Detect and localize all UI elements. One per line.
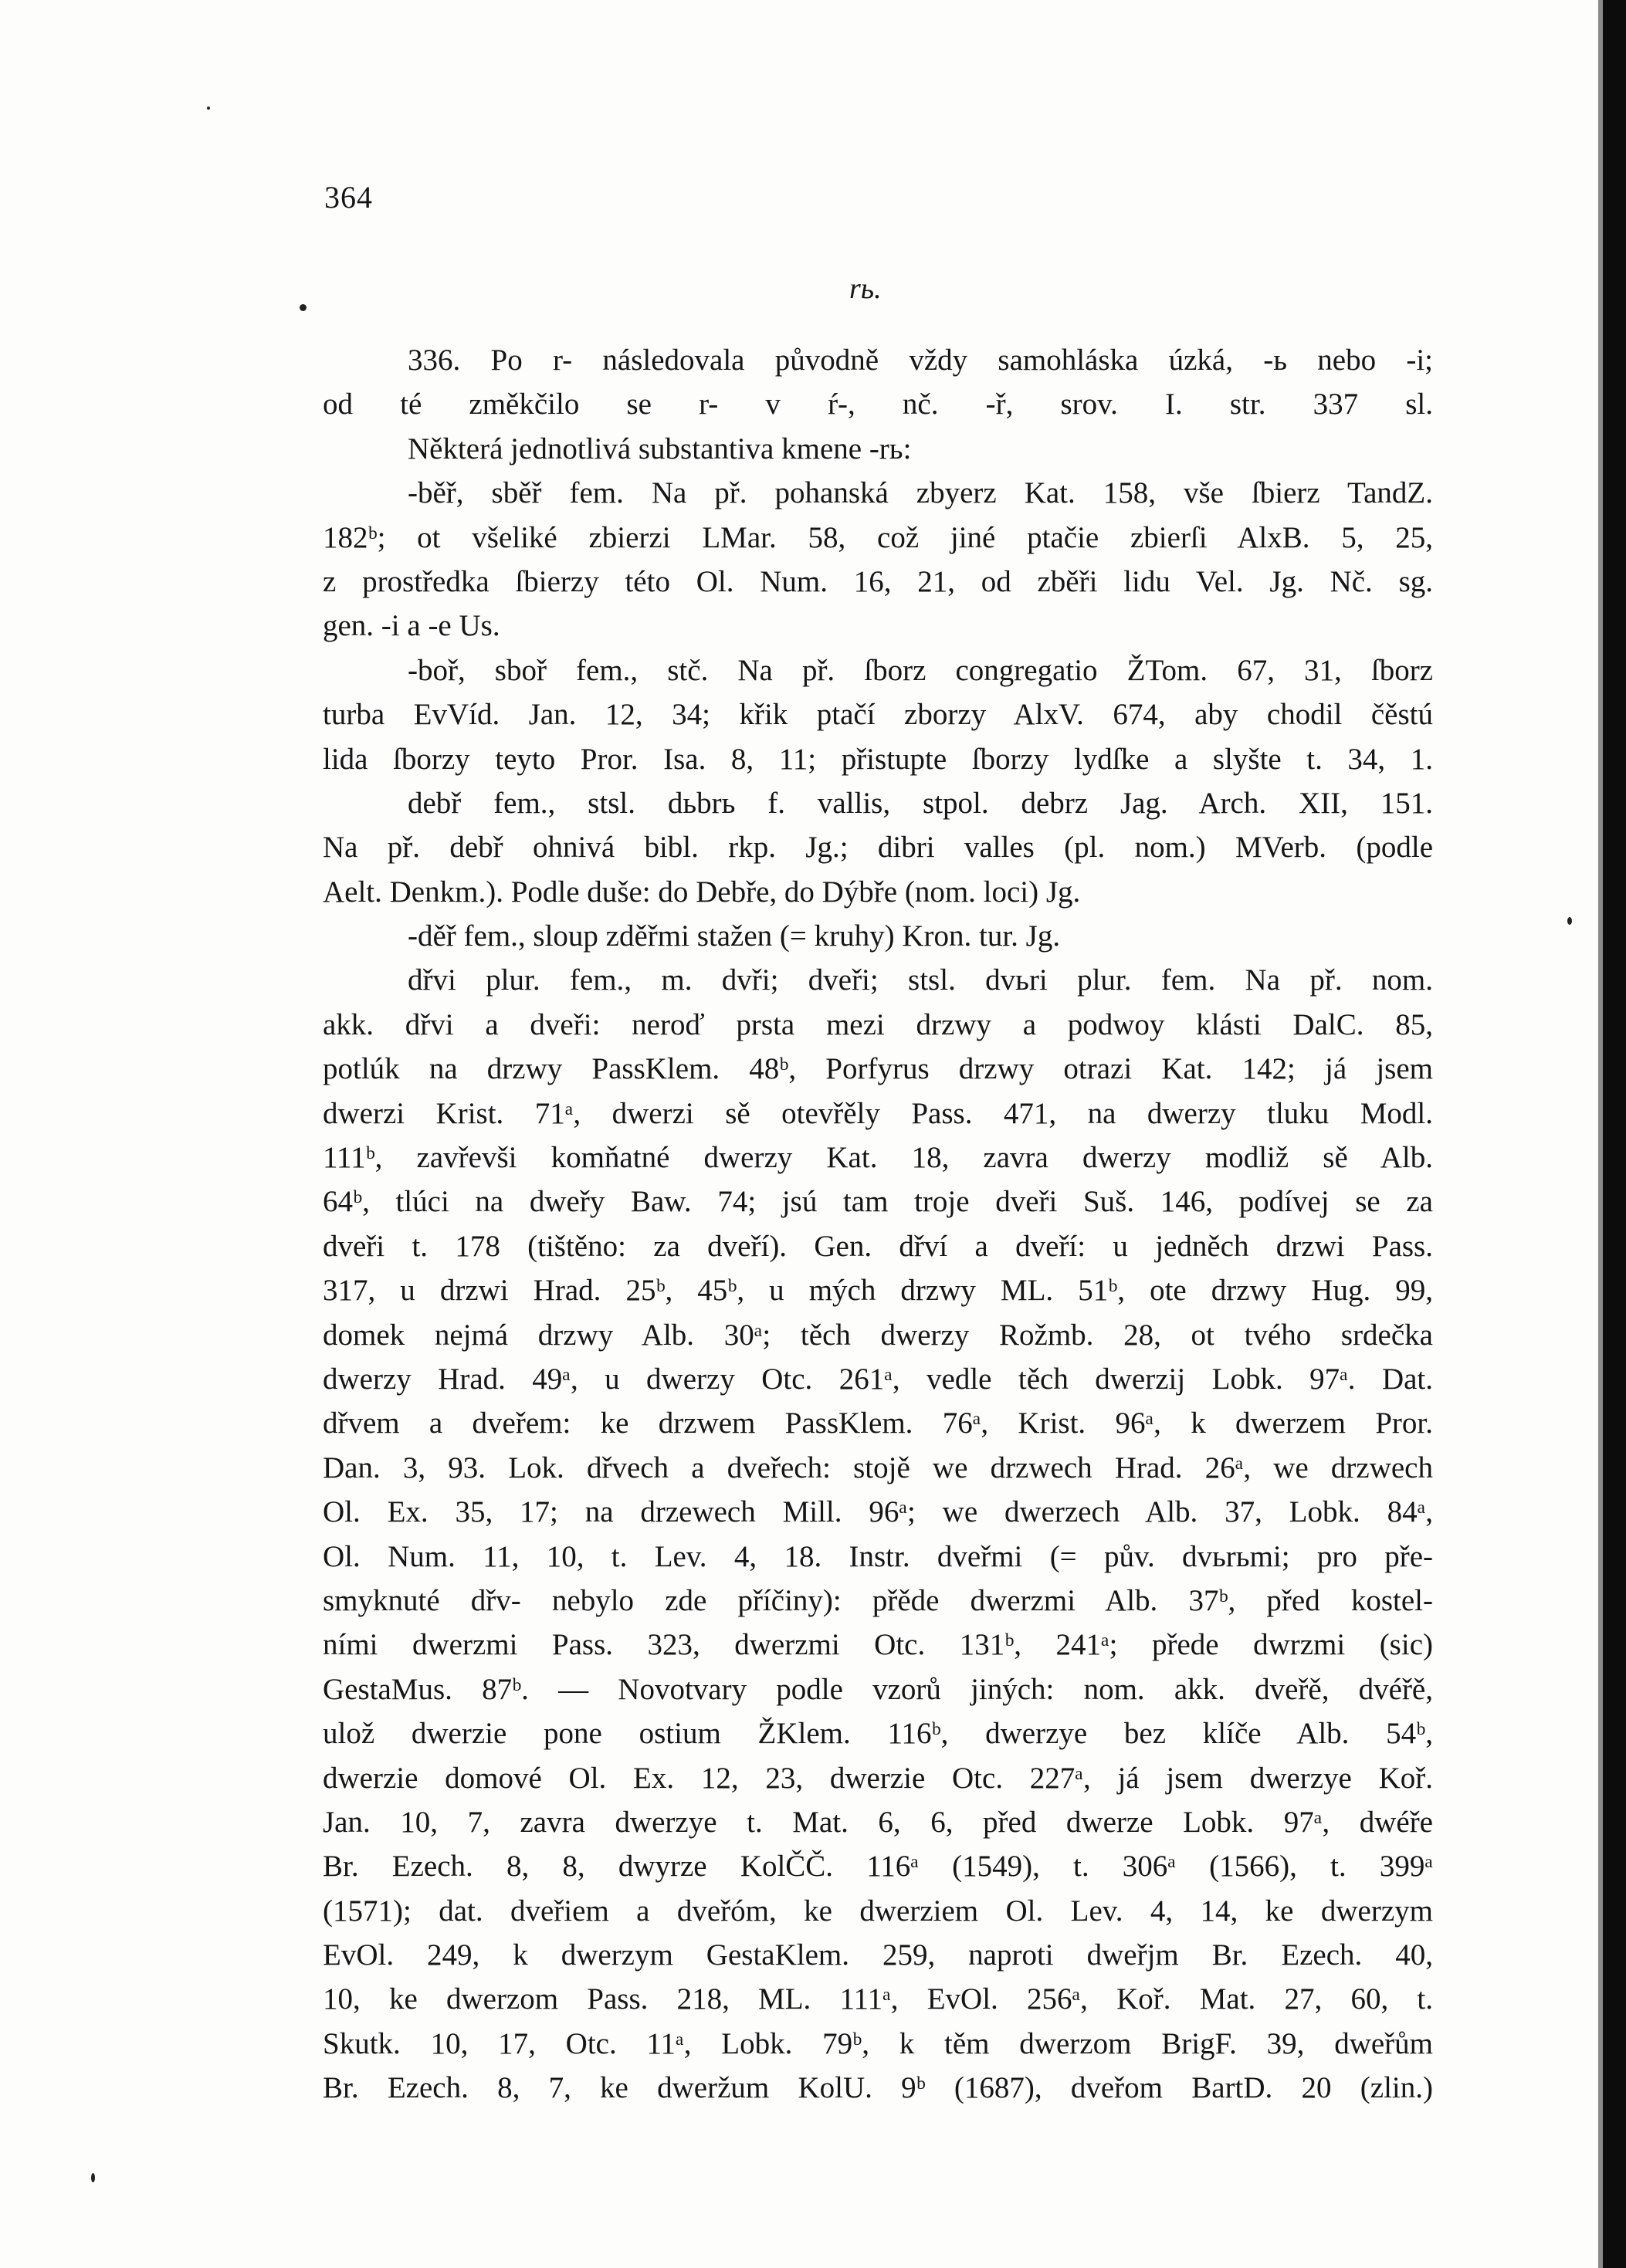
- text-line: z prostředka ſbierzy této Ol. Num. 16, 21, od zběři lidu Vel. Jg. Nč. sg.: [323, 564, 1433, 598]
- text-line: akk. dřvi a dveři: neroď prsta mezi drzwy a podwoy klásti DalC. 85,: [323, 1007, 1433, 1041]
- text-line: potlúk na drzwy PassKlem. 48ᵇ, Porfyrus drzwy otrazi Kat. 142; já jsem: [323, 1052, 1433, 1086]
- scan-speck: [91, 2173, 95, 2182]
- text-line: dwerzy Hrad. 49ᵃ, u dwerzy Otc. 261ᵃ, vedle těch dwerzij Lobk. 97ᵃ. Dat.: [323, 1362, 1433, 1396]
- text-line: -běř, sběř fem. Na př. pohanská zbyerz Kat. 158, vše ſbierz TandZ.: [408, 476, 1433, 510]
- text-line: domek nejmá drzwy Alb. 30ᵃ; těch dwerzy Rožmb. 28, ot tvého srdečka: [323, 1318, 1433, 1352]
- text-line: (1571); dat. dveřiem a dveřóm, ke dwerziem Ol. Lev. 4, 14, ke dwerzym: [323, 1894, 1433, 1928]
- text-line: 317, u drzwi Hrad. 25ᵇ, 45ᵇ, u mých drzwy ML. 51ᵇ, ote drzwy Hug. 99,: [323, 1274, 1433, 1308]
- text-line: 182ᵇ; ot všeliké zbierzi LMar. 58, což jiné ptačie zbierſi AlxB. 5, 25,: [323, 520, 1433, 554]
- page-edge-border: [1603, 0, 1626, 2268]
- scan-speck: [207, 107, 210, 110]
- text-line: dwerzi Krist. 71ᵃ, dwerzi sě otevřěly Pass. 471, na dwerzy tluku Modl.: [323, 1096, 1433, 1130]
- text-line: 64ᵇ, tlúci na dweřy Baw. 74; jsú tam troje dveři Suš. 146, podívej se za: [323, 1185, 1433, 1219]
- text-line: Aelt. Denkm.). Podle duše: do Debře, do Dýbře (nom. loci) Jg.: [323, 875, 1081, 909]
- text-line: dwerzie domové Ol. Ex. 12, 23, dwerzie Otc. 227ᵃ, já jsem dwerzye Koř.: [323, 1761, 1433, 1795]
- text-line: dveři t. 178 (tištěno: za dveří). Gen. dřví a dveří: u jedněch drzwi Pass.: [323, 1229, 1433, 1263]
- text-line: Skutk. 10, 17, Otc. 11ᵃ, Lobk. 79ᵇ, k těm dwerzom BrigF. 39, dweřům: [323, 2026, 1433, 2060]
- text-line: Br. Ezech. 8, 8, dwyrze KolČČ. 116ᵃ (1549), t. 306ᵃ (1566), t. 399ᵃ: [323, 1850, 1433, 1884]
- text-line: 336. Po r- následovala původně vždy samohláska úzká, -ь nebo -i;: [408, 344, 1433, 377]
- text-line: EvOl. 249, k dwerzym GestaKlem. 259, naproti dweřjm Br. Ezech. 40,: [323, 1938, 1433, 1972]
- text-line: gen. -i a -e Us.: [323, 609, 500, 643]
- text-line: Některá jednotlivá substantiva kmene -rь:: [408, 432, 912, 465]
- text-line: GestaMus. 87ᵇ. — Novotvary podle vzorů jiných: nom. akk. dveřě, dvéřě,: [323, 1672, 1433, 1706]
- text-line: 10, ke dwerzom Pass. 218, ML. 111ᵃ, EvOl. 256ᵃ, Koř. Mat. 27, 60, t.: [323, 1982, 1433, 2016]
- text-line: smyknuté dřv- nebylo zde příčiny): přěde dwerzmi Alb. 37ᵇ, před kostel-: [323, 1583, 1433, 1617]
- scan-speck: [300, 304, 307, 311]
- text-line: od té změkčilo se r- v ŕ-, nč. -ř, srov. I. str. 337 sl.: [323, 388, 1433, 421]
- text-line: Ol. Ex. 35, 17; na drzewech Mill. 96ᵃ; we dwerzech Alb. 37, Lobk. 84ᵃ,: [323, 1495, 1433, 1529]
- scan-speck: [1567, 917, 1572, 925]
- text-line: Br. Ezech. 8, 7, ke dweržum KolU. 9ᵇ (1687), dveřom BartD. 20 (zlin.): [323, 2071, 1433, 2105]
- text-line: dřvem a dveřem: ke drzwem PassKlem. 76ᵃ, Krist. 96ᵃ, k dwerzem Pror.: [323, 1406, 1433, 1440]
- text-line: Ol. Num. 11, 10, t. Lev. 4, 18. Instr. dveřmi (= pův. dvьrьmi; pro pře-: [323, 1539, 1433, 1573]
- running-head: rь.: [849, 272, 882, 305]
- text-line: Jan. 10, 7, zavra dwerzye t. Mat. 6, 6, před dwerze Lobk. 97ᵃ, dwéře: [323, 1805, 1433, 1839]
- text-line: debř fem., stsl. dьbrь f. vallis, stpol. debrz Jag. Arch. XII, 151.: [408, 786, 1433, 820]
- text-line: lida ſborzy teyto Pror. Isa. 8, 11; přistupte ſborzy lydſke a slyšte t. 34, 1.: [323, 742, 1433, 776]
- text-line: Na př. debř ohnivá bibl. rkp. Jg.; dibri valles (pl. nom.) MVerb. (podle: [323, 831, 1433, 865]
- text-line: 111ᵇ, zavřevši komňatné dwerzy Kat. 18, zavra dwerzy modliž sě Alb.: [323, 1141, 1433, 1175]
- text-line: dřvi plur. fem., m. dvři; dveři; stsl. dvьri plur. fem. Na př. nom.: [408, 963, 1433, 997]
- text-line: ulož dwerzie pone ostium ŽKlem. 116ᵇ, dwerzye bez klíče Alb. 54ᵇ,: [323, 1717, 1433, 1751]
- text-line: ními dwerzmi Pass. 323, dwerzmi Otc. 131ᵇ, 241ᵃ; přede dwrzmi (sic): [323, 1628, 1433, 1662]
- body-text: [323, 338, 1433, 2111]
- text-line: -děř fem., sloup zděřmi stažen (= kruhy) Kron. tur. Jg.: [408, 919, 1061, 953]
- text-line: turba EvVíd. Jan. 12, 34; křik ptačí zborzy AlxV. 674, aby chodil čěstú: [323, 698, 1433, 732]
- text-line: Dan. 3, 93. Lok. dřvech a dveřech: stojě we drzwech Hrad. 26ᵃ, we drzwech: [323, 1451, 1433, 1484]
- text-line: -boř, sboř fem., stč. Na př. ſborz congregatio ŽTom. 67, 31, ſborz: [408, 653, 1433, 687]
- page-number: 364: [324, 180, 373, 215]
